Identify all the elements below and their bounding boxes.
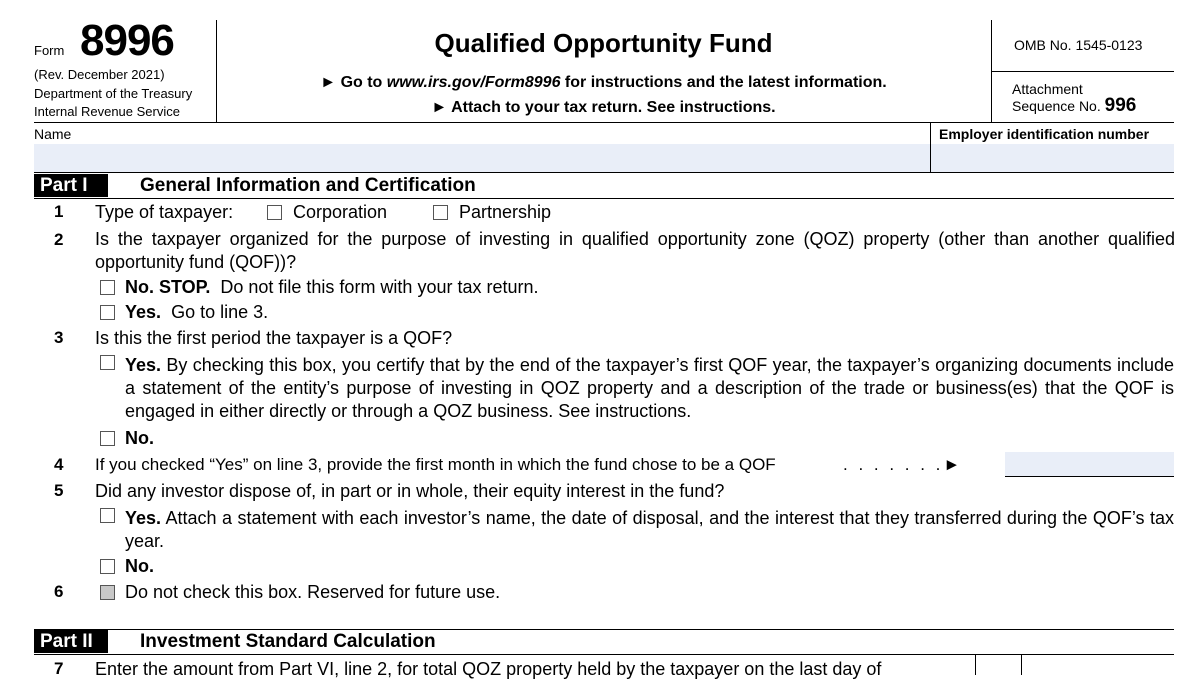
instruction-suffix: for instructions and the latest information. xyxy=(560,74,887,91)
form-title: Qualified Opportunity Fund xyxy=(434,28,773,58)
line2-yes-option xyxy=(125,301,268,323)
line1-number: 1 xyxy=(54,202,64,221)
name-input[interactable] xyxy=(34,144,930,172)
line3-text: Is this the first period the taxpayer is a QOF? xyxy=(95,328,453,348)
line5-text: Did any investor dispose of, in part or in whole, their equity interest in the fund? xyxy=(95,481,725,501)
line3-no-checkbox[interactable] xyxy=(100,431,115,446)
sequence-label xyxy=(1012,97,1136,115)
line5-yes-option xyxy=(125,507,1174,553)
partnership-checkbox[interactable] xyxy=(433,205,448,220)
line5-yes-bold: Yes. xyxy=(125,508,162,528)
ein-input[interactable] xyxy=(931,144,1174,172)
line6-number: 6 xyxy=(54,582,64,601)
form-revision: (Rev. December 2021) xyxy=(34,67,165,82)
form-number: 8996 xyxy=(80,16,174,65)
line2-yes-checkbox[interactable] xyxy=(100,305,115,320)
line7-text: Enter the amount from Part VI, line 2, for total QOZ property held by the taxpayer on the last day of xyxy=(95,659,882,679)
line4-number: 4 xyxy=(54,455,64,474)
line3-yes-checkbox[interactable] xyxy=(100,355,115,370)
line2-yes-bold: Yes. xyxy=(125,302,162,322)
line7-number: 7 xyxy=(54,659,64,678)
sequence-text: Sequence No. xyxy=(1012,98,1101,114)
instruction-prefix: ► Go to xyxy=(320,74,387,91)
line3-no-label: No. xyxy=(125,428,154,448)
first-month-input[interactable] xyxy=(1005,452,1174,477)
sequence-number: 996 xyxy=(1104,95,1137,116)
part2-label: Part II xyxy=(34,630,108,653)
attachment-label: Attachment xyxy=(1012,81,1083,97)
line7-amount-input[interactable] xyxy=(1022,655,1174,675)
line2-no-checkbox[interactable] xyxy=(100,280,115,295)
line3-number: 3 xyxy=(54,328,64,347)
line5-no-checkbox[interactable] xyxy=(100,559,115,574)
corporation-checkbox[interactable] xyxy=(267,205,282,220)
line2-no-option xyxy=(125,276,539,298)
line6-text: Do not check this box. Reserved for future use. xyxy=(125,582,501,602)
line6-reserved-checkbox xyxy=(100,585,115,600)
line1-text: Type of taxpayer: xyxy=(95,202,234,222)
line4-text: If you checked “Yes” on line 3, provide the first month in which the fund chose to be a QOF xyxy=(95,455,776,474)
instruction-line-2: ► Attach to your tax return. See instructions. xyxy=(431,99,776,116)
line5-number: 5 xyxy=(54,481,64,500)
irs-link[interactable]: www.irs.gov/Form8996 xyxy=(386,74,561,91)
line2-number: 2 xyxy=(54,230,64,249)
line5-yes-checkbox[interactable] xyxy=(100,508,115,523)
line2-no-text: Do not file this form with your tax return. xyxy=(220,277,539,297)
line5-yes-text: Attach a statement with each investor’s name, the date of disposal, and the interest that they transferred during the QOF’s tax year. xyxy=(125,508,1174,551)
omb-number: OMB No. 1545-0123 xyxy=(1014,37,1143,53)
corporation-label: Corporation xyxy=(293,202,388,222)
partnership-label: Partnership xyxy=(459,202,552,222)
name-label: Name xyxy=(34,126,72,142)
line2-text: Is the taxpayer organized for the purpose of investing in qualified opportunity zone (QOZ) property (other than another qualified opportunity fund (QOF))? xyxy=(95,229,1175,272)
part1-title: General Information and Certification xyxy=(140,175,476,196)
line3-yes-bold: Yes. xyxy=(125,355,162,375)
line3-yes-text: By checking this box, you certify that by the end of the taxpayer’s first QOF year, the taxpayer’s organizing documents include a statement of the entity’s purpose of investing in QOZ property and a description of the trade or business(es) that the QOF is engaged in either directly or through a QOZ business. See instructions. xyxy=(125,355,1174,421)
department-name: Department of the Treasury xyxy=(34,86,193,101)
ein-label: Employer identification number xyxy=(939,126,1150,142)
line2-no-bold: No. STOP. xyxy=(125,277,211,297)
part1-label: Part I xyxy=(34,174,108,197)
instruction-line-1 xyxy=(216,73,991,93)
line5-no-label: No. xyxy=(125,556,154,576)
form-label: Form xyxy=(34,43,65,58)
line3-yes-option xyxy=(125,354,1174,423)
part2-title: Investment Standard Calculation xyxy=(140,631,436,652)
line2-yes-text: Go to line 3. xyxy=(171,302,269,322)
agency-name: Internal Revenue Service xyxy=(34,104,180,119)
line4-leader: . . . . . . .► xyxy=(843,455,964,474)
